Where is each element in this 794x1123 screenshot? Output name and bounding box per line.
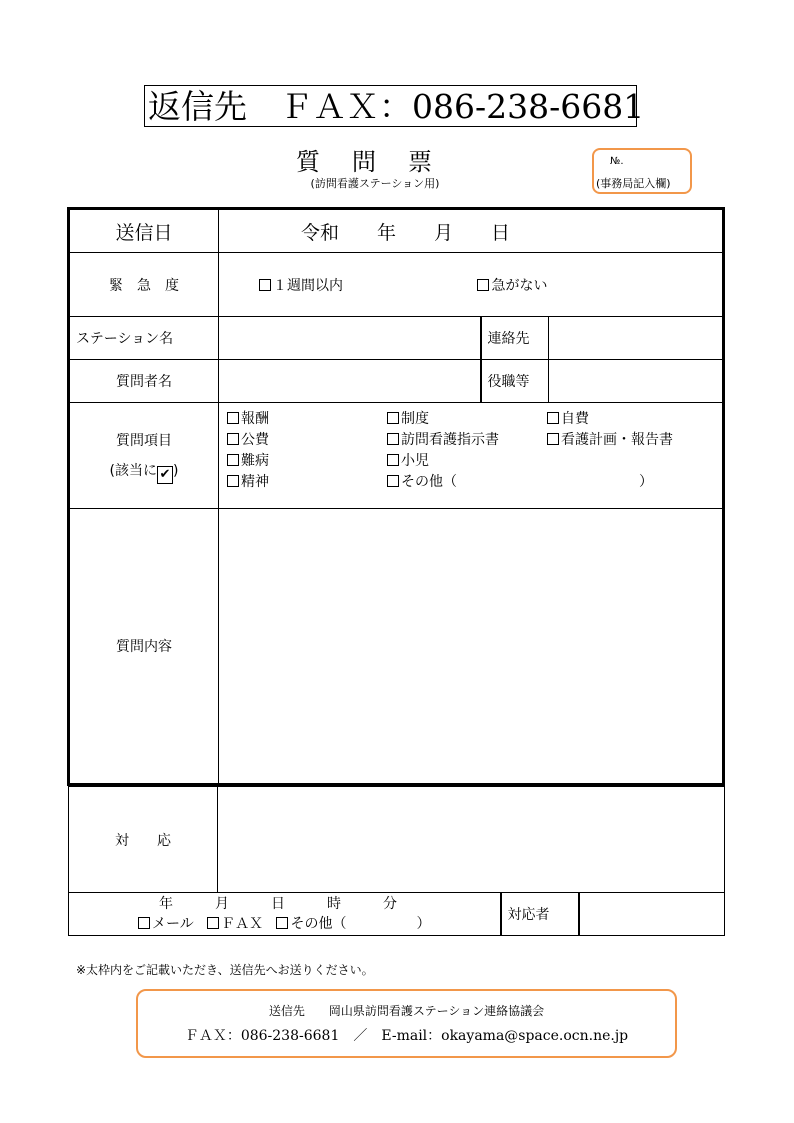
contact-label: 連絡先	[481, 317, 549, 360]
option-care-plan-report[interactable]: 看護計画・報告書	[547, 430, 727, 451]
station-name-label: ステーション名	[69, 317, 219, 360]
response-field[interactable]	[218, 787, 725, 893]
destination-box	[136, 989, 677, 1058]
option-system[interactable]: 制度	[387, 409, 547, 430]
question-items-label: 質問項目 (該当に ✔ )	[69, 403, 219, 509]
station-name-field[interactable]	[219, 317, 481, 360]
questioner-label: 質問者名	[69, 360, 219, 403]
send-date-label: 送信日	[69, 209, 219, 253]
position-label: 役職等	[481, 360, 549, 403]
checkbox-icon	[477, 279, 489, 291]
response-label: 対 応	[69, 787, 218, 893]
question-form-table	[67, 207, 725, 786]
method-email[interactable]: メール	[138, 916, 194, 932]
checkmark-icon: ✔	[157, 466, 173, 484]
question-content-label: 質問内容	[69, 509, 219, 785]
option-self-pay[interactable]: 自費	[547, 409, 727, 430]
instruction-note: ※太枠内をご記載いただき、送信先へお送りください。	[76, 963, 374, 977]
urgency-option-1week[interactable]: １週間以内	[259, 278, 343, 294]
reply-fax-header: 返信先 ＦＡＸ：086-238-6681	[144, 85, 637, 127]
option-visit-instruction[interactable]: 訪問看護指示書	[387, 430, 547, 451]
destination-contact: ＦＡＸ：086-238-6681 ／ E-mail：okayama@space.ocn.ne.jp	[184, 1028, 629, 1044]
send-date-field[interactable]: 令和 年 月 日	[219, 209, 724, 253]
responder-label: 対応者	[501, 893, 579, 936]
office-use-label: (事務局記入欄)	[596, 177, 671, 190]
contact-field[interactable]	[549, 317, 724, 360]
urgency-option-not-urgent[interactable]: 急がない	[477, 278, 547, 294]
method-other[interactable]: その他（ ）	[276, 916, 430, 932]
method-fax[interactable]: ＦＡＸ	[207, 916, 263, 932]
checkbox-icon	[259, 279, 271, 291]
option-psychiatric[interactable]: 精神	[227, 472, 387, 493]
responder-field[interactable]	[579, 893, 725, 936]
number-label: №.	[610, 156, 624, 167]
question-content-field[interactable]	[219, 509, 724, 785]
urgency-options	[219, 253, 724, 317]
page-subtitle: (訪問看護ステーション用)	[310, 177, 440, 190]
option-public-expense[interactable]: 公費	[227, 430, 387, 451]
urgency-label: 緊 急 度	[69, 253, 219, 317]
response-table	[68, 786, 725, 936]
option-pediatric[interactable]: 小児	[387, 451, 547, 472]
option-other[interactable]: その他（ ）	[387, 472, 727, 493]
questioner-field[interactable]	[219, 360, 481, 403]
option-remuneration[interactable]: 報酬	[227, 409, 387, 430]
office-use-box	[592, 148, 692, 194]
option-intractable-disease[interactable]: 難病	[227, 451, 387, 472]
response-datetime-method: 年 月 日 時 分 メール ＦＡＸ その他（ ）	[69, 893, 501, 936]
position-field[interactable]	[549, 360, 724, 403]
destination-org: 送信先 岡山県訪問看護ステーション連絡協議会	[268, 1004, 545, 1018]
question-items-options	[219, 403, 724, 509]
page-title: 質問票	[296, 148, 464, 176]
